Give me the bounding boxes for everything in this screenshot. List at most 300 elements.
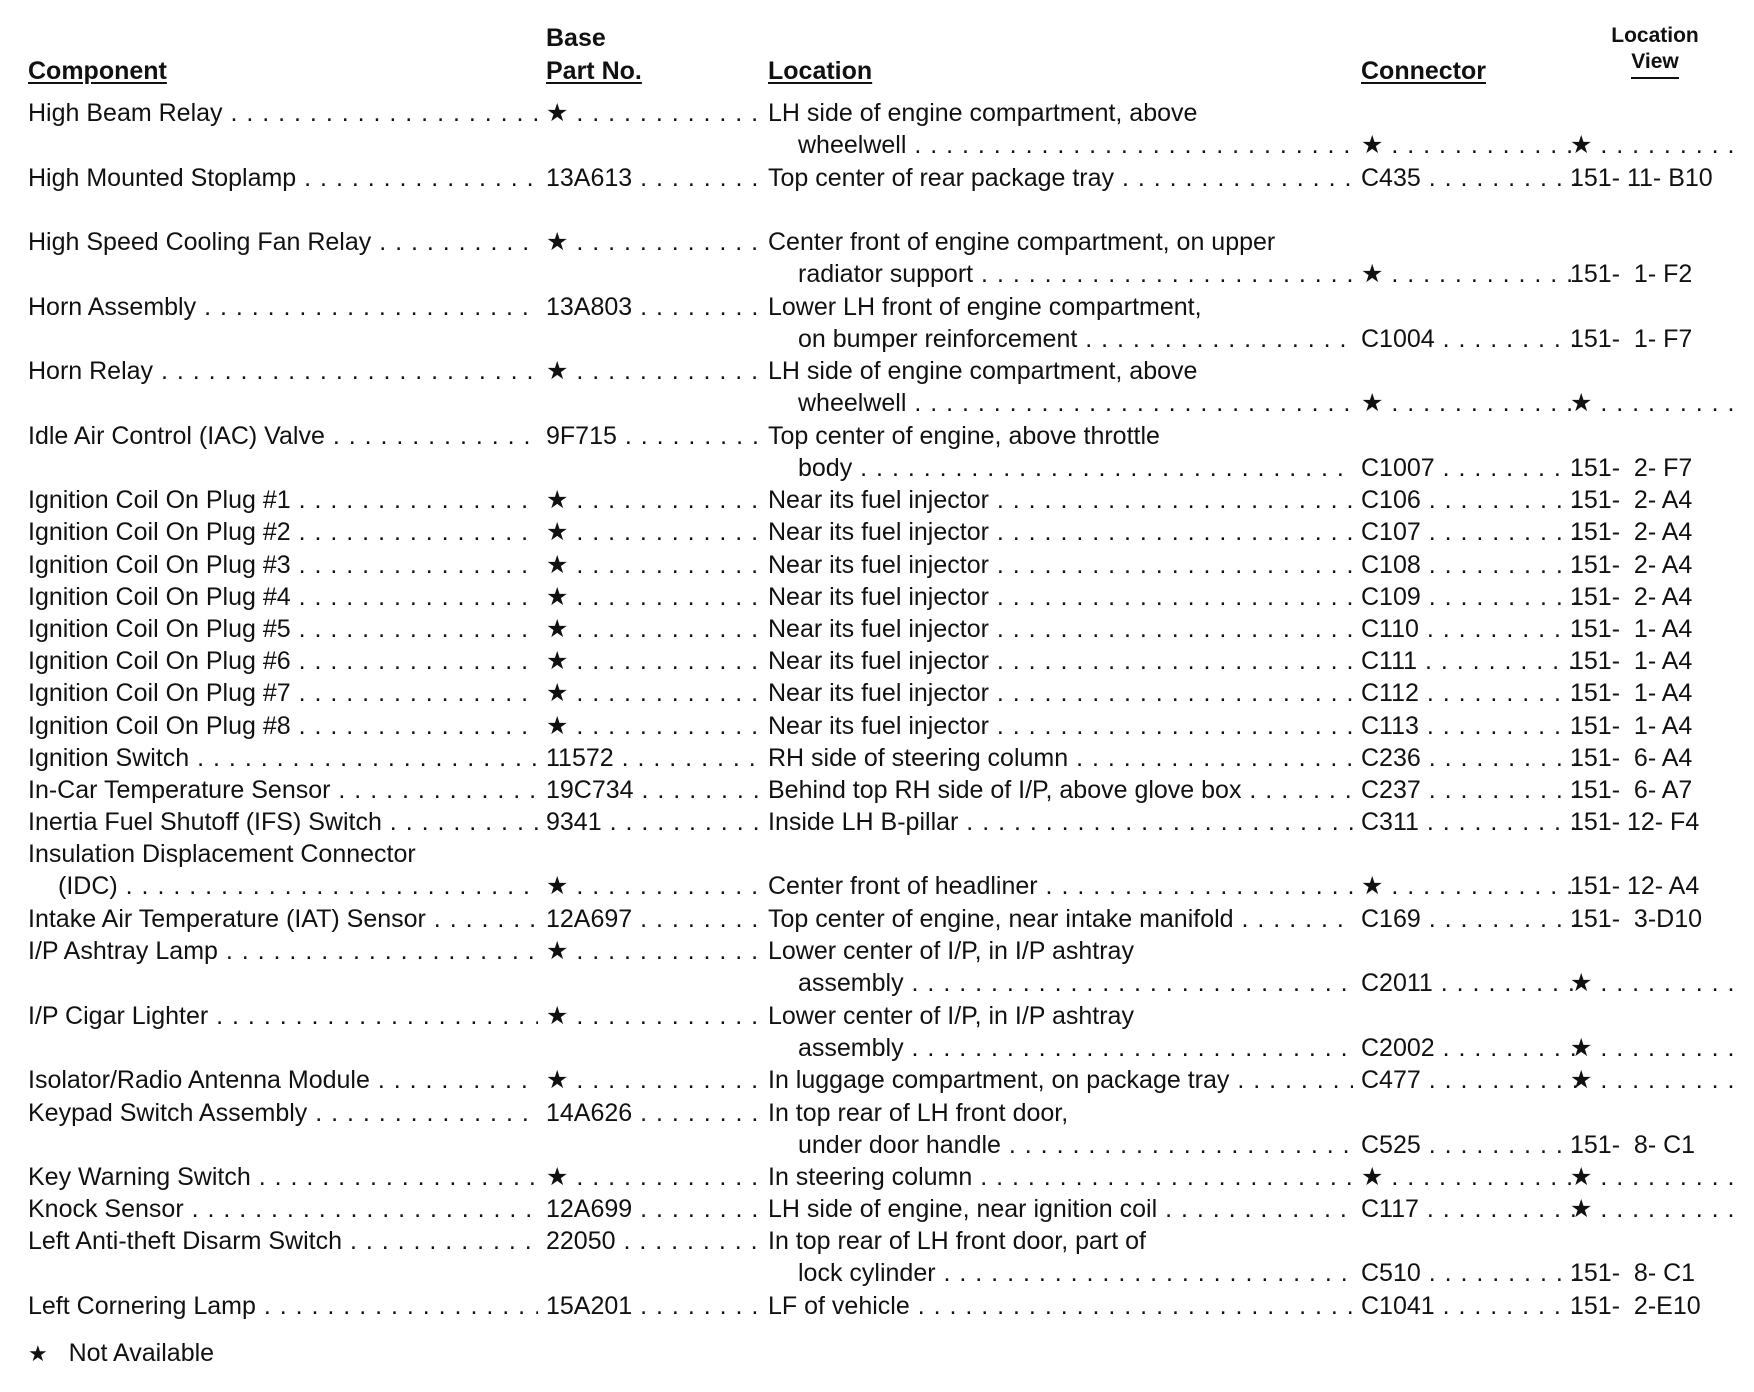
connector-id-text: C2011 <box>1361 969 1433 997</box>
component-name-text: Knock Sensor <box>28 1195 184 1223</box>
component-name-text: Ignition Coil On Plug #7 <box>28 679 291 707</box>
location-view-text: 151- 2- A4 <box>1570 486 1693 514</box>
location-view-text: ★ <box>1570 1195 1593 1223</box>
base-part-number <box>546 677 761 709</box>
location-text-text: Center front of engine compartment, on upper <box>768 228 1276 256</box>
connector-id <box>1361 1161 1583 1193</box>
base-part-number <box>546 710 761 742</box>
location-view-text: ★ <box>1570 1066 1593 1094</box>
component-name <box>28 291 538 323</box>
base-part-number-text: ★ <box>546 712 569 740</box>
location-view-text: 151- 1- F2 <box>1570 260 1693 288</box>
component-name <box>28 903 538 935</box>
connector-id-text: C113 <box>1361 712 1419 740</box>
location-text-text: Lower LH front of engine compartment, <box>768 293 1202 321</box>
connector-id <box>1361 1129 1583 1161</box>
location-text-text: Near its fuel injector <box>768 712 989 740</box>
connector-id-text: C1004 <box>1361 325 1435 353</box>
location-text-cont <box>798 1032 1353 1064</box>
location-view-text: 151- 1- F7 <box>1570 325 1693 353</box>
base-part-number <box>546 516 761 548</box>
location-text-text: Near its fuel injector <box>768 551 989 579</box>
location-view <box>1570 1064 1740 1096</box>
location-text <box>768 774 1353 806</box>
component-name <box>28 355 538 387</box>
location-view-text: ★ <box>1570 131 1593 159</box>
connector-id-text: C1007 <box>1361 454 1435 482</box>
connector-id <box>1361 742 1583 774</box>
connector-id <box>1361 1257 1583 1289</box>
location-view-text: ★ <box>1570 389 1593 417</box>
location-view <box>1570 1161 1740 1193</box>
base-part-number <box>546 1290 761 1322</box>
connector-id <box>1361 323 1583 355</box>
location-text <box>768 903 1353 935</box>
location-view-text: 151- 6- A4 <box>1570 744 1693 772</box>
location-view-text: 151- 1- A4 <box>1570 679 1693 707</box>
connector-id-text: ★ <box>1361 131 1384 159</box>
component-name-text: Isolator/Radio Antenna Module <box>28 1066 370 1094</box>
connector-id-text: C111 <box>1361 647 1418 675</box>
connector-id <box>1361 452 1583 484</box>
location-view-text: 151- 2- F7 <box>1570 454 1693 482</box>
connector-id <box>1361 774 1583 806</box>
location-text-text: Near its fuel injector <box>768 583 989 611</box>
component-name <box>28 581 538 613</box>
location-view <box>1570 806 1740 838</box>
location-text <box>768 870 1353 902</box>
location-view <box>1570 613 1740 645</box>
location-text <box>768 581 1353 613</box>
location-view <box>1570 870 1740 902</box>
base-part-number-text: ★ <box>546 1066 569 1094</box>
location-text <box>768 710 1353 742</box>
location-text-text: Behind top RH side of I/P, above glove box <box>768 776 1242 804</box>
connector-id-text: C169 <box>1361 905 1421 933</box>
location-text-cont-text: wheelwell <box>798 131 907 159</box>
base-part-number <box>546 1161 761 1193</box>
connector-id <box>1361 162 1583 194</box>
base-part-number-text: 14A626 <box>546 1099 633 1127</box>
base-part-number-text: ★ <box>546 679 569 707</box>
location-view <box>1570 677 1740 709</box>
base-part-number-text: 22050 <box>546 1227 616 1255</box>
location-view <box>1570 484 1740 516</box>
location-text <box>768 742 1353 774</box>
location-text <box>768 226 1383 258</box>
connector-id-text: C1041 <box>1361 1292 1435 1320</box>
component-name <box>28 484 538 516</box>
connector-id-text: C109 <box>1361 583 1421 611</box>
component-name-text: Horn Relay <box>28 357 154 385</box>
component-name <box>28 226 538 258</box>
connector-id <box>1361 806 1583 838</box>
location-text-text: RH side of steering column <box>768 744 1069 772</box>
base-part-number <box>546 1064 761 1096</box>
component-name <box>28 1225 538 1257</box>
base-part-number-text: 9341 <box>546 808 602 836</box>
location-text <box>768 677 1353 709</box>
location-text <box>768 1161 1353 1193</box>
header-location-view-text: View <box>1631 48 1678 79</box>
location-view <box>1570 742 1740 774</box>
base-part-number <box>546 645 761 677</box>
component-name-cont-text: (IDC) <box>58 872 118 900</box>
connector-id-text: C510 <box>1361 1259 1421 1287</box>
location-view <box>1570 258 1740 290</box>
location-view-text: 151- 1- A4 <box>1570 647 1693 675</box>
component-name-text: Inertia Fuel Shutoff (IFS) Switch <box>28 808 382 836</box>
base-part-number-text: 9F715 <box>546 422 617 450</box>
location-text <box>768 1064 1353 1096</box>
connector-id-text: ★ <box>1361 872 1384 900</box>
location-view-text: ★ <box>1570 1034 1593 1062</box>
base-part-number-text: 19C734 <box>546 776 634 804</box>
location-text-text: Near its fuel injector <box>768 679 989 707</box>
location-text-text: Near its fuel injector <box>768 486 989 514</box>
location-text-cont-text: on bumper reinforcement <box>798 325 1078 353</box>
location-text-cont <box>798 1129 1353 1161</box>
component-name <box>28 549 538 581</box>
component-name <box>28 645 538 677</box>
component-name <box>28 1290 538 1322</box>
component-name <box>28 774 538 806</box>
location-view <box>1570 129 1740 161</box>
base-part-number-text: 12A697 <box>546 905 633 933</box>
location-view-text: 151- 2- A4 <box>1570 583 1693 611</box>
location-text-cont <box>798 967 1353 999</box>
component-name-text: Ignition Coil On Plug #1 <box>28 486 291 514</box>
base-part-number-text: ★ <box>546 357 569 385</box>
location-view-text: 151- 8- C1 <box>1570 1131 1696 1159</box>
connector-id <box>1361 645 1583 677</box>
location-text <box>768 645 1353 677</box>
connector-id <box>1361 549 1583 581</box>
component-name-text: I/P Cigar Lighter <box>28 1002 209 1030</box>
connector-id-text: C110 <box>1361 615 1419 643</box>
component-name-text: Ignition Coil On Plug #4 <box>28 583 291 611</box>
location-view <box>1570 162 1740 194</box>
location-text-text: Lower center of I/P, in I/P ashtray <box>768 937 1134 965</box>
connector-id <box>1361 710 1583 742</box>
location-text <box>768 291 1383 323</box>
base-part-number <box>546 549 761 581</box>
location-view <box>1570 516 1740 548</box>
location-text-text: LH side of engine compartment, above <box>768 357 1198 385</box>
base-part-number-text: 11572 <box>546 744 614 772</box>
component-name <box>28 935 538 967</box>
location-text-cont-text: wheelwell <box>798 389 907 417</box>
location-text-cont-text: body <box>798 454 853 482</box>
base-part-number <box>546 581 761 613</box>
component-name-text: I/P Ashtray Lamp <box>28 937 218 965</box>
connector-id <box>1361 1064 1583 1096</box>
location-text-text: Top center of engine, above throttle <box>768 422 1160 450</box>
base-part-number-text: 15A201 <box>546 1292 633 1320</box>
base-part-number-text: 13A803 <box>546 293 633 321</box>
connector-id-text: C237 <box>1361 776 1421 804</box>
base-part-number-text: 12A699 <box>546 1195 633 1223</box>
footnote <box>28 1337 214 1370</box>
location-text-text: Near its fuel injector <box>768 615 989 643</box>
connector-id-text: C112 <box>1361 679 1419 707</box>
location-view <box>1570 581 1740 613</box>
connector-id <box>1361 1032 1583 1064</box>
component-name-text: Ignition Switch <box>28 744 190 772</box>
location-text-cont <box>798 452 1353 484</box>
connector-id <box>1361 677 1583 709</box>
component-name-text: Keypad Switch Assembly <box>28 1099 308 1127</box>
location-text <box>768 516 1353 548</box>
location-view-text: 151- 8- C1 <box>1570 1259 1696 1287</box>
location-text-text: LF of vehicle <box>768 1292 910 1320</box>
location-text-cont <box>798 258 1353 290</box>
connector-id <box>1361 967 1583 999</box>
connector-id-text: C236 <box>1361 744 1421 772</box>
location-view <box>1570 452 1740 484</box>
base-part-number <box>546 355 761 387</box>
component-name-text: Ignition Coil On Plug #6 <box>28 647 291 675</box>
location-text-text: LH side of engine, near ignition coil <box>768 1195 1158 1223</box>
location-text-text: Near its fuel injector <box>768 647 989 675</box>
component-name <box>28 1097 538 1129</box>
location-view <box>1570 645 1740 677</box>
component-name <box>28 1064 538 1096</box>
connector-id <box>1361 903 1583 935</box>
location-view <box>1570 1290 1740 1322</box>
component-name-cont <box>58 870 538 902</box>
location-view <box>1570 903 1740 935</box>
component-name-text: Ignition Coil On Plug #8 <box>28 712 291 740</box>
location-text <box>768 935 1383 967</box>
location-text <box>768 1290 1353 1322</box>
component-name-text: High Mounted Stoplamp <box>28 164 297 192</box>
base-part-number <box>546 1225 761 1257</box>
connector-id <box>1361 258 1583 290</box>
component-name <box>28 1161 538 1193</box>
base-part-number <box>546 1193 761 1225</box>
connector-id <box>1361 484 1583 516</box>
base-part-number-text: ★ <box>546 647 569 675</box>
base-part-number <box>546 420 761 452</box>
connector-id-text: C117 <box>1361 1195 1419 1223</box>
base-part-number-text: ★ <box>546 1002 569 1030</box>
base-part-number <box>546 903 761 935</box>
location-view <box>1570 967 1740 999</box>
component-name-text: Insulation Displacement Connector <box>28 840 416 868</box>
location-view-text: 151- 2- A4 <box>1570 518 1693 546</box>
base-part-number-text: ★ <box>546 937 569 965</box>
connector-id <box>1361 613 1583 645</box>
header-connector: Connector <box>1361 57 1486 85</box>
connector-id-text: C108 <box>1361 551 1421 579</box>
location-text-cont <box>798 323 1353 355</box>
base-part-number <box>546 97 761 129</box>
base-part-number-text: ★ <box>546 99 569 127</box>
component-name <box>28 516 538 548</box>
component-name-text: Left Cornering Lamp <box>28 1292 256 1320</box>
base-part-number <box>546 742 761 774</box>
component-name <box>28 1000 538 1032</box>
location-view <box>1570 1129 1740 1161</box>
location-text-cont-text: under door handle <box>798 1131 1001 1159</box>
connector-id-text: C106 <box>1361 486 1421 514</box>
location-view-text: 151- 12- F4 <box>1570 808 1700 836</box>
base-part-number-text: ★ <box>546 615 569 643</box>
component-name <box>28 162 538 194</box>
location-text-text: Lower center of I/P, in I/P ashtray <box>768 1002 1134 1030</box>
component-name-text: Idle Air Control (IAC) Valve <box>28 422 325 450</box>
component-name <box>28 97 538 129</box>
location-text-cont-text: lock cylinder <box>798 1259 936 1287</box>
location-text-cont-text: assembly <box>798 1034 904 1062</box>
header-location-view-line2 <box>1590 48 1720 79</box>
location-text-cont <box>798 129 1353 161</box>
component-name <box>28 1193 538 1225</box>
component-name <box>28 806 538 838</box>
base-part-number <box>546 935 761 967</box>
connector-id-text: C2002 <box>1361 1034 1435 1062</box>
location-view <box>1570 774 1740 806</box>
location-view <box>1570 387 1740 419</box>
location-text <box>768 420 1383 452</box>
base-part-number <box>546 162 761 194</box>
location-text-cont <box>798 387 1353 419</box>
base-part-number <box>546 1097 761 1129</box>
header-component: Component <box>28 57 167 85</box>
location-text-text: Inside LH B-pillar <box>768 808 959 836</box>
location-text <box>768 162 1353 194</box>
header-base-part-line1: Base <box>546 24 606 52</box>
header-base-part-line2: Part No. <box>546 57 642 85</box>
connector-id-text: ★ <box>1361 260 1384 288</box>
connector-id <box>1361 1290 1583 1322</box>
connector-id <box>1361 870 1583 902</box>
connector-id-text: C477 <box>1361 1066 1421 1094</box>
location-view-text: 151- 12- A4 <box>1570 872 1700 900</box>
component-name-text: Ignition Coil On Plug #3 <box>28 551 291 579</box>
location-view <box>1570 710 1740 742</box>
location-view-text: 151- 11- B10 <box>1570 164 1713 192</box>
component-name <box>28 613 538 645</box>
location-view-text: ★ <box>1570 1163 1593 1191</box>
base-part-number <box>546 226 761 258</box>
location-text-text: In top rear of LH front door, <box>768 1099 1069 1127</box>
component-name-text: In-Car Temperature Sensor <box>28 776 331 804</box>
base-part-number-text: ★ <box>546 486 569 514</box>
location-view-text: 151- 3-D10 <box>1570 905 1703 933</box>
base-part-number <box>546 870 761 902</box>
connector-id-text: C311 <box>1361 808 1419 836</box>
location-text <box>768 1193 1353 1225</box>
component-name-text: Left Anti-theft Disarm Switch <box>28 1227 343 1255</box>
base-part-number-text: ★ <box>546 583 569 611</box>
location-text <box>768 1000 1383 1032</box>
component-name <box>28 838 538 870</box>
location-text <box>768 97 1383 129</box>
connector-id-text: ★ <box>1361 1163 1384 1191</box>
location-text-text: Near its fuel injector <box>768 518 989 546</box>
base-part-number-text: ★ <box>546 1163 569 1191</box>
component-name <box>28 710 538 742</box>
component-name-text: High Speed Cooling Fan Relay <box>28 228 372 256</box>
connector-id-text: C107 <box>1361 518 1421 546</box>
connector-id <box>1361 516 1583 548</box>
component-name <box>28 420 538 452</box>
location-view-text: ★ <box>1570 969 1593 997</box>
component-name <box>28 742 538 774</box>
location-view <box>1570 1193 1740 1225</box>
location-text <box>768 806 1353 838</box>
connector-id-text: C525 <box>1361 1131 1421 1159</box>
location-text <box>768 355 1383 387</box>
component-name-text: Key Warning Switch <box>28 1163 251 1191</box>
location-text-cont-text: assembly <box>798 969 904 997</box>
location-view <box>1570 549 1740 581</box>
base-part-number <box>546 806 761 838</box>
footnote-text: Not Available <box>68 1339 215 1367</box>
location-text <box>768 1225 1383 1257</box>
location-view <box>1570 1257 1740 1289</box>
base-part-number <box>546 484 761 516</box>
component-name-text: Intake Air Temperature (IAT) Sensor <box>28 905 426 933</box>
location-text-text: Center front of headliner <box>768 872 1038 900</box>
location-text-cont <box>798 1257 1353 1289</box>
location-text <box>768 549 1353 581</box>
connector-id <box>1361 1193 1583 1225</box>
location-view-text: 151- 2- A4 <box>1570 551 1693 579</box>
location-text-text: Top center of engine, near intake manifold <box>768 905 1234 933</box>
base-part-number-text: 13A613 <box>546 164 633 192</box>
connector-id-text: ★ <box>1361 389 1384 417</box>
base-part-number <box>546 291 761 323</box>
location-text <box>768 484 1353 516</box>
location-view-text: 151- 2-E10 <box>1570 1292 1701 1320</box>
location-text-text: Top center of rear package tray <box>768 164 1115 192</box>
location-text <box>768 613 1353 645</box>
location-text-text: In steering column <box>768 1163 973 1191</box>
header-location: Location <box>768 57 873 85</box>
connector-id <box>1361 129 1583 161</box>
header-location-view-line1: Location <box>1611 24 1699 47</box>
connector-id <box>1361 387 1583 419</box>
connector-id-text: C435 <box>1361 164 1421 192</box>
location-view <box>1570 1032 1740 1064</box>
base-part-number <box>546 613 761 645</box>
base-part-number-text: ★ <box>546 228 569 256</box>
base-part-number <box>546 774 761 806</box>
base-part-number <box>546 1000 761 1032</box>
location-view <box>1570 323 1740 355</box>
location-text-cont-text: radiator support <box>798 260 974 288</box>
location-view-text: 151- 1- A4 <box>1570 712 1693 740</box>
location-text <box>768 1097 1383 1129</box>
component-name <box>28 677 538 709</box>
star-icon: ★ <box>28 1341 48 1366</box>
component-name-text: Horn Assembly <box>28 293 197 321</box>
component-name-text: Ignition Coil On Plug #2 <box>28 518 291 546</box>
base-part-number-text: ★ <box>546 872 569 900</box>
component-name-text: High Beam Relay <box>28 99 223 127</box>
location-text-text: In luggage compartment, on package tray <box>768 1066 1230 1094</box>
location-view-text: 151- 1- A4 <box>1570 615 1693 643</box>
location-text-text: LH side of engine compartment, above <box>768 99 1198 127</box>
connector-id <box>1361 581 1583 613</box>
base-part-number-text: ★ <box>546 551 569 579</box>
base-part-number-text: ★ <box>546 518 569 546</box>
location-text-text: In top rear of LH front door, part of <box>768 1227 1146 1255</box>
location-view-text: 151- 6- A7 <box>1570 776 1693 804</box>
